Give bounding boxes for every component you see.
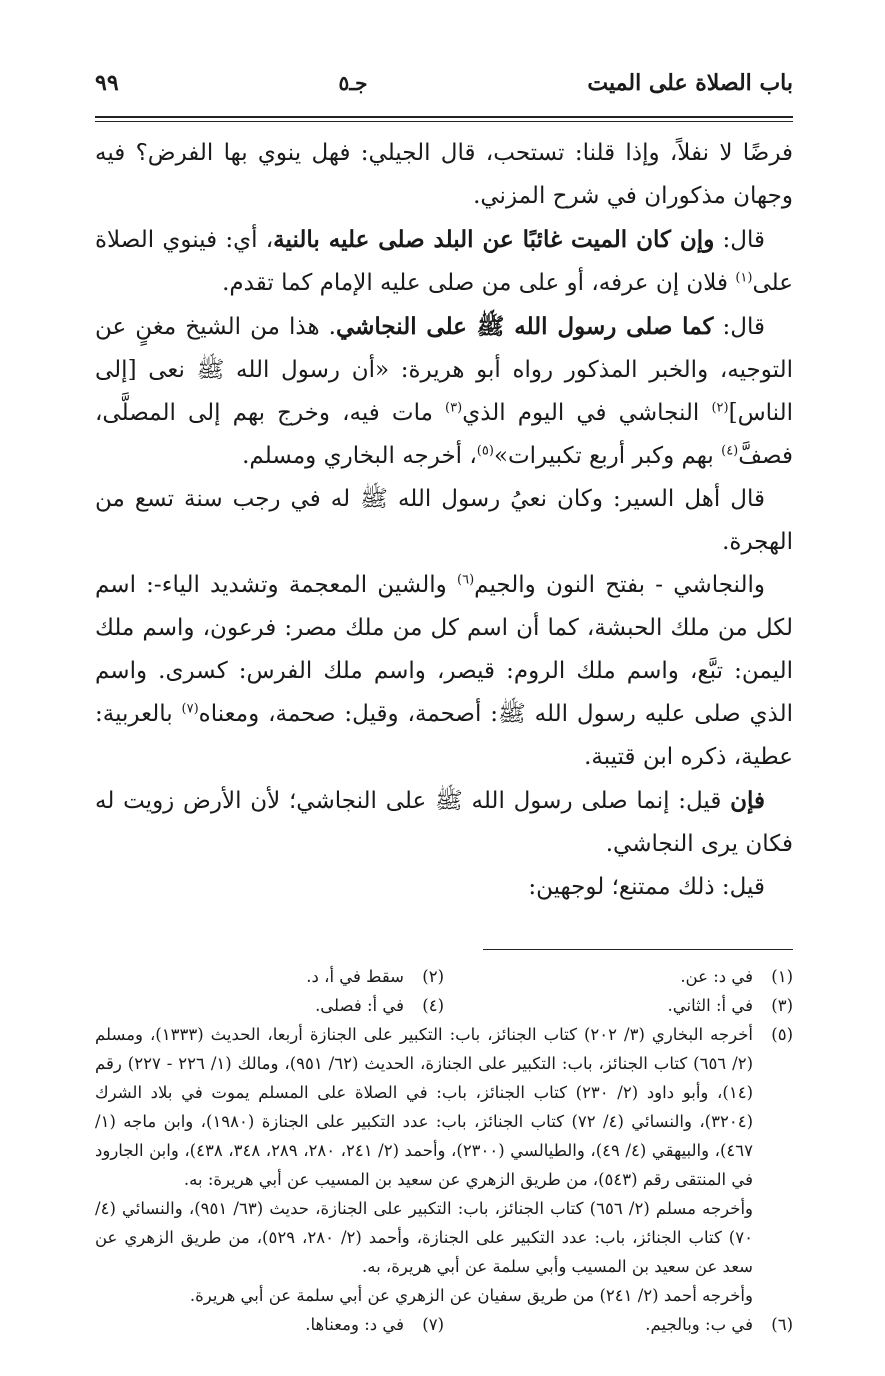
header-rule-thin	[95, 121, 793, 122]
header-rule-thick	[95, 116, 793, 118]
footnote-separator	[483, 949, 793, 950]
paragraph-4: قال أهل السير: وكان نعيُ رسول الله ﷺ له في رجب سنة تسع من الهجرة.	[95, 486, 793, 555]
footnote-ref-4: (٤)	[721, 443, 739, 459]
footnote-ref-1: (١)	[735, 270, 753, 286]
footnote-ref-7: (٧)	[181, 701, 199, 717]
footnote-row	[95, 1310, 793, 1339]
footnote-row	[95, 962, 793, 991]
volume-label: جـ٥	[338, 71, 368, 95]
paragraph-2: قال: وإن كان الميت غائبًا عن البلد صلى عليه بالنية، أي: فينوي الصلاة على$^{(١)}$ فلان إن عرفه، أو على من صلى عليه الإمام كما تقدم.	[95, 226, 793, 296]
footnote-2: (٢) سقط في أ، د.	[306, 967, 444, 986]
page-number: ٩٩	[95, 70, 119, 96]
paragraph-5: والنجاشي - بفتح النون والجيم$^{(٦)}$ والشين المعجمة وتشديد الياء-: اسم لكل من ملك الحبشة، كما أن اسم كل من ملك مصر: فرعون، واسم ملك اليمن: تبَّع، واسم ملك الروم: قيصر، واسم ملك الفرس: كسرى. واسم الذي صلى عليه رسول الله ﷺ: أصحمة، وقيل: صحمة، ومعناه$^{(٧)}$ بالعربية: عطية، ذكره ابن قتيبة.	[95, 572, 793, 770]
bold-matn: وإن كان الميت غائبًا عن البلد صلى عليه بالنية	[273, 226, 715, 253]
bold-matn: كما صلى رسول الله ﷺ على النجاشي	[335, 313, 714, 340]
paragraph-3: قال: كما صلى رسول الله ﷺ على النجاشي. هذا من الشيخ مغنٍ عن التوجيه، والخبر المذكور رواه أبو هريرة: «أن رسول الله ﷺ نعى [إلى الناس]$^{(٢)}$ النجاشي في اليوم الذي$^{(٣)}$ مات فيه، وخرج بهم إلى المصلَّى، فصفَّ$^{(٤)}$ بهم وكبر أربع تكبيرات»$^{(٥)}$، أخرجه البخاري ومسلم.	[95, 313, 793, 469]
paragraph-6: فإن قيل: إنما صلى رسول الله ﷺ على النجاشي؛ لأن الأرض زويت له فكان يرى النجاشي.	[95, 787, 793, 857]
main-text	[95, 132, 793, 909]
footnote-7: (٧) في د: ومعناها.	[305, 1315, 444, 1334]
footnote-row	[95, 991, 793, 1020]
footnote-separator-wrap	[95, 949, 793, 950]
running-header	[95, 70, 793, 110]
footnote-3: (٣) في أ: الثاني.	[667, 996, 793, 1015]
footnote-ref-3: (٣)	[445, 400, 463, 416]
footnote-6: (٦) في ب: وبالجيم.	[645, 1315, 793, 1334]
footnote-5-continuation: وأخرجه مسلم (٢/ ٦٥٦) كتاب الجنائز، باب: التكبير على الجنازة، حديث (٦٣/ ٩٥١)، والنسائي (٤/ ٧٠) كتاب الجنائز، باب: عدد التكبير على الجنازة، وأحمد (٢/ ٢٨٠، ٥٢٩)، من طريق الزهري عن سعد عن سعيد بن المسيب وأبي سلمة عن أبي هريرة، به.	[95, 1199, 754, 1276]
footnotes	[95, 962, 793, 1339]
footnote-ref-2: (٢)	[711, 400, 729, 416]
chapter-title: باب الصلاة على الميت	[587, 70, 793, 96]
paragraph-1: فرضًا لا نفلاً، وإذا قلنا: تستحب، قال الجيلي: فهل ينوي بها الفرض؟ فيه وجهان مذكوران في شرح المزني.	[95, 140, 793, 209]
paragraph-7: قيل: ذلك ممتنع؛ لوجهين:	[528, 874, 765, 900]
footnote-4: (٤) في أ: فصلى.	[315, 996, 444, 1015]
footnote-5: (٥) أخرجه البخاري (٣/ ٢٠٢) كتاب الجنائز، باب: التكبير على الجنازة أربعا، الحديث (١٣٣٣)، ومسلم (٢/ ٦٥٦) كتاب الجنائز، باب: التكبير على الجنازة، الحديث (٦٢/ ٩٥١)، ومالك (١/ ٢٢٦ - ٢٢٧) رقم (١٤)، وأبو داود (٢/ ٢٣٠) كتاب الجنائز، باب: في الصلاة على المسلم يموت في بلاد الشرك (٣٢٠٤)، والنسائي (٤/ ٧٢) كتاب الجنائز، باب: عدد التكبير على الجنازة (١٩٨٠)، وابن ماجه (١/ ٤٦٧)، والبيهقي (٤/ ٤٩)، والطيالسي (٢٣٠٠)، وأحمد (٢/ ٢٤١، ٢٨٠، ٢٨٩، ٣٤٨، ٤٣٨)، وابن الجارود في المنتقى رقم (٥٤٣)، من طريق الزهري عن سعيد بن المسيب عن أبي هريرة: به.	[95, 1025, 793, 1189]
footnote-5-continuation: وأخرجه أحمد (٢/ ٢٤١) من طريق سفيان عن الزهري عن أبي سلمة عن أبي هريرة.	[189, 1286, 753, 1305]
footnote-ref-6: (٦)	[457, 572, 475, 588]
footnote-1: (١) في د: عن.	[680, 967, 793, 986]
footnote-ref-5: (٥)	[476, 443, 494, 459]
